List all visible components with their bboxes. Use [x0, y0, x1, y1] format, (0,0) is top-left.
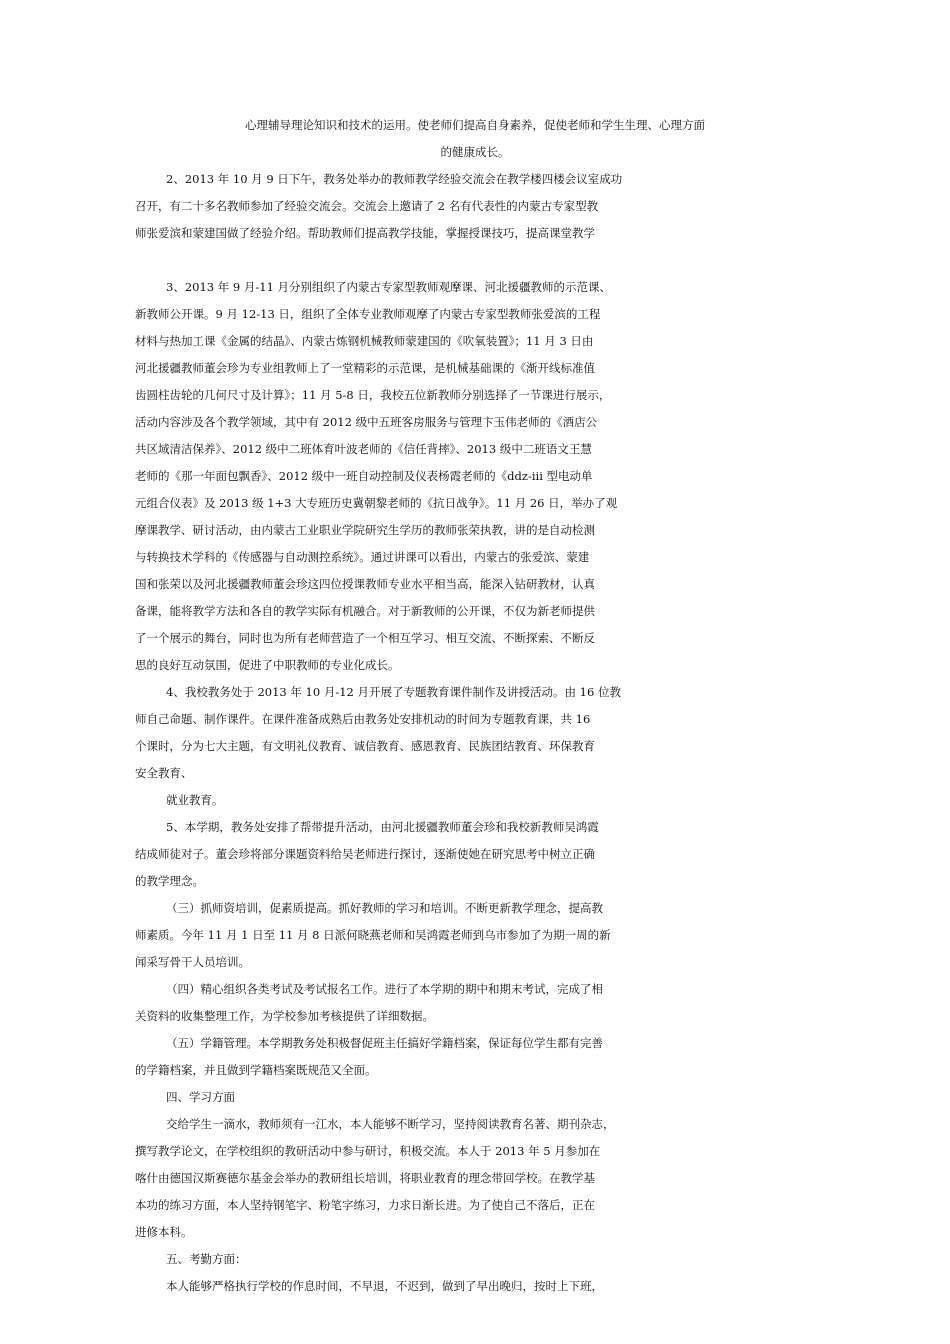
text-line: 喀什由德国汉斯赛德尔基金会举办的教研组长培训，将职业教育的理念带回学校。在教学基: [135, 1171, 595, 1185]
text-line: 河北援疆教师董会珍为专业组教师上了一堂精彩的示范课，是机械基础课的《渐开线标准值: [135, 361, 595, 375]
text-line: 个课时，分为七大主题，有文明礼仪教育、诚信教育、感恩教育、民族团结教育、环保教育: [135, 739, 595, 753]
text-line: （三）抓师资培训，促素质提高。抓好教师的学习和培训。不断更新教学理念，提高教: [166, 901, 603, 915]
text-line: 4、我校教务处于 2013 年 10 月-12 月开展了专题教育课件制作及讲授活动。由 16 位教: [166, 685, 621, 699]
text-line: 思的良好互动氛围，促进了中职教师的专业化成长。: [135, 658, 400, 672]
text-line: 四、学习方面: [166, 1090, 235, 1104]
text-line: 本功的练习方面，本人坚持钢笔字、粉笔字练习，力求日渐长进。为了使自己不落后，正在: [135, 1198, 595, 1212]
text-line: 新教师公开课。9 月 12-13 日，组织了全体专业教师观摩了内蒙古专家型教师张爱滨的工程: [135, 307, 601, 321]
text-line: 召开，有二十多名教师参加了经验交流会。交流会上邀请了 2 名有代表性的内蒙古专家型教: [135, 199, 599, 213]
text-line: 共区域清洁保养》、2012 级中二班体育叶波老师的《信任背摔》、2013 级中二班语文王慧: [135, 442, 592, 456]
text-line: 交给学生一滴水，教师须有一江水，本人能够不断学习，坚持阅读教育名著、期刊杂志，: [166, 1117, 615, 1131]
text-line: 2、2013 年 10 月 9 日下午，教务处举办的教师教学经验交流会在教学楼四楼会议室成功: [166, 172, 623, 186]
text-line: 3、2013 年 9 月-11 月分别组织了内蒙古专家型教师观摩课、河北援疆教师的示范课、: [166, 280, 612, 294]
text-line: 元组合仪表》及 2013 级 1+3 大专班历史冀朝黎老师的《抗日战争》。11 月 26 日，举办了观: [135, 496, 618, 510]
text-line: 结成师徒对子。董会珍将部分课题资料给吴老师进行探讨，逐渐使她在研究思考中树立正确: [135, 847, 595, 861]
text-line: （四）精心组织各类考试及考试报名工作。进行了本学期的期中和期末考试，完成了相: [166, 982, 603, 996]
text-line: 与转换技术学科的《传感器与自动测控系统》。通过讲课可以看出，内蒙古的张爱滨、蒙建: [135, 550, 590, 564]
text-line: 了一个展示的舞台，同时也为所有老师营造了一个相互学习、相互交流、不断探索、不断反: [135, 631, 595, 645]
text-line: 撰写教学论文，在学校组织的教研活动中参与研讨，积极交流。本人于 2013 年 5 月参加在: [135, 1144, 601, 1158]
text-line: （五）学籍管理。本学期教务处积极督促班主任搞好学籍档案，保证每位学生都有完善: [166, 1036, 603, 1050]
text-line: 就业教育。: [166, 793, 224, 807]
blank-line: [0, 247, 950, 274]
text-line: 安全教育、: [135, 766, 193, 780]
text-line: 师自己命题、制作课件。在课件准备成熟后由教务处安排机动的时间为专题教育课，共 16: [135, 712, 591, 726]
text-line: 的健康成长。: [440, 145, 510, 159]
text-line: 五、考勤方面：: [166, 1252, 247, 1266]
document-body: [0, 112, 950, 1300]
text-line: 5、本学期，教务处安排了帮带提升活动，由河北援疆教师董会珍和我校新教师吴鸿霞: [166, 820, 599, 834]
text-line: 国和张荣以及河北援疆教师董会珍这四位授课教师专业水平相当高，能深入钻研教材，认真: [135, 577, 595, 591]
text-line: 老师的《那一年面包飘香》、2012 级中一班自动控制及仪表杨霞老师的《ddz-iii 型电动单: [135, 469, 593, 483]
text-line: 的教学理念。: [135, 874, 204, 888]
text-line: 进修本科。: [135, 1225, 193, 1239]
text-line: 齿圆柱齿轮的几何尺寸及计算》；11 月 5-8 日，我校五位新教师分别选择了一节课进行展示，: [135, 388, 611, 402]
text-line: 本人能够严格执行学校的作息时间，不早退，不迟到，做到了早出晚归，按时上下班，: [166, 1279, 603, 1293]
text-line: 师张爱滨和蒙建国做了经验介绍。帮助教师们提高教学技能，掌握授课技巧，提高课堂教学: [135, 226, 595, 240]
text-line: 材料与热加工课《金属的结晶》、内蒙古炼钢机械教师蒙建国的《吹氧装置》；11 月 3 日由: [135, 334, 594, 348]
text-line: 摩课教学、研讨活动，由内蒙古工业职业学院研究生学历的教师张荣执教，讲的是自动检测: [135, 523, 595, 537]
text-line: 的学籍档案，并且做到学籍档案既规范又全面。: [135, 1063, 377, 1077]
text-line: 活动内容涉及各个教学领域，其中有 2012 级中五班客房服务与管理卞玉伟老师的《酒店公: [135, 415, 598, 429]
text-line: 心理辅导理论知识和技术的运用。使老师们提高自身素养，促使老师和学生生理、心理方面: [245, 118, 705, 132]
text-line: 师素质。今年 11 月 1 日至 11 月 8 日派何晓燕老师和吴鸿霞老师到乌市参加了为期一周的新: [135, 928, 611, 942]
text-line: 闻采写骨干人员培训。: [135, 955, 250, 969]
text-line: 备课，能将教学方法和各自的教学实际有机融合。对于新教师的公开课，不仅为新老师提供: [135, 604, 595, 618]
text-line: 关资料的收集整理工作，为学校参加考核提供了详细数据。: [135, 1009, 434, 1023]
